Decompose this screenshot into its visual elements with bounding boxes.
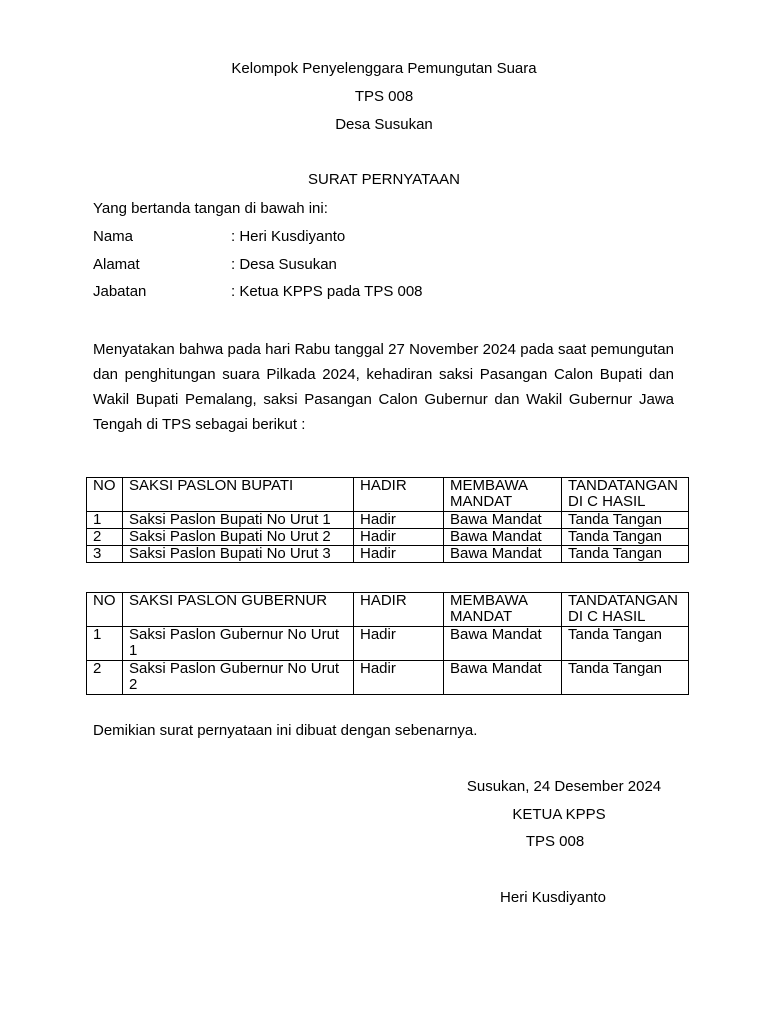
identity-label: Alamat (93, 256, 140, 273)
signature-tps: TPS 008 (525, 833, 585, 850)
table-cell: Tanda Tangan (562, 546, 689, 563)
identity-value: : Heri Kusdiyanto (231, 228, 346, 245)
table-cell: Saksi Paslon Bupati No Urut 2 (123, 529, 354, 546)
table-row (87, 627, 689, 661)
table-row (87, 512, 689, 529)
header-cell: HADIR (354, 478, 444, 512)
table-cell: 2 (87, 661, 123, 695)
signature-place-date: Susukan, 24 Desember 2024 (466, 778, 662, 795)
table-cell: Hadir (354, 512, 444, 529)
signature-role: KETUA KPPS (512, 806, 606, 823)
table-cell: Tanda Tangan (562, 627, 689, 661)
table-cell: Bawa Mandat (444, 546, 562, 563)
table-header-row (87, 478, 689, 512)
header-line-2: TPS 008 (354, 88, 414, 105)
header-cell: TANDATANGAN DI C HASIL (562, 478, 689, 512)
table-cell: Tanda Tangan (562, 661, 689, 695)
document-title: SURAT PERNYATAAN (308, 171, 460, 188)
table-saksi-bupati (86, 477, 689, 563)
table-cell: Saksi Paslon Bupati No Urut 1 (123, 512, 354, 529)
table-cell: 1 (87, 512, 123, 529)
identity-label: Jabatan (93, 283, 147, 300)
table-row (87, 661, 689, 695)
table-header-row (87, 593, 689, 627)
table-cell: Hadir (354, 546, 444, 563)
identity-label: Nama (93, 228, 134, 245)
signature-name: Heri Kusdiyanto (500, 889, 606, 906)
header-cell: MEMBAWA MANDAT (444, 593, 562, 627)
header-cell: SAKSI PASLON BUPATI (123, 478, 354, 512)
header-cell: HADIR (354, 593, 444, 627)
table-cell: Bawa Mandat (444, 529, 562, 546)
identity-value: : Ketua KPPS pada TPS 008 (231, 283, 423, 300)
header-cell: NO (87, 478, 123, 512)
header-line-3: Desa Susukan (335, 116, 433, 133)
header-line-1: Kelompok Penyelenggara Pemungutan Suara (231, 60, 537, 77)
table-cell: Saksi Paslon Gubernur No Urut 1 (123, 627, 354, 661)
table-cell: Hadir (354, 627, 444, 661)
header-cell: SAKSI PASLON GUBERNUR (123, 593, 354, 627)
table-cell: Bawa Mandat (444, 512, 562, 529)
table-cell: Hadir (354, 661, 444, 695)
table-cell: 3 (87, 546, 123, 563)
table-cell: Saksi Paslon Bupati No Urut 3 (123, 546, 354, 563)
closing-text: Demikian surat pernyataan ini dibuat dengan sebenarnya. (93, 722, 478, 739)
table-cell: 2 (87, 529, 123, 546)
table-cell: 1 (87, 627, 123, 661)
header-cell: MEMBAWA MANDAT (444, 478, 562, 512)
table-cell: Hadir (354, 529, 444, 546)
table-row (87, 529, 689, 546)
statement-paragraph: Menyatakan bahwa pada hari Rabu tanggal 27 November 2024 pada saat pemungutan dan penghitungan suara Pilkada 2024, kehadiran saksi Pasangan Calon Bupati dan Wakil Bupati Pemalang, saksi Pasangan Calon Gubernur dan Wakil Gubernur Jawa Tengah di TPS sebagai berikut : (93, 341, 674, 433)
table-row (87, 546, 689, 563)
table-cell: Saksi Paslon Gubernur No Urut 2 (123, 661, 354, 695)
identity-value: : Desa Susukan (231, 256, 337, 273)
table-cell: Tanda Tangan (562, 529, 689, 546)
header-cell: NO (87, 593, 123, 627)
table-cell: Bawa Mandat (444, 627, 562, 661)
intro-text: Yang bertanda tangan di bawah ini: (93, 200, 328, 217)
table-saksi-gubernur (86, 592, 689, 695)
table-cell: Tanda Tangan (562, 512, 689, 529)
header-cell: TANDATANGAN DI C HASIL (562, 593, 689, 627)
table-cell: Bawa Mandat (444, 661, 562, 695)
